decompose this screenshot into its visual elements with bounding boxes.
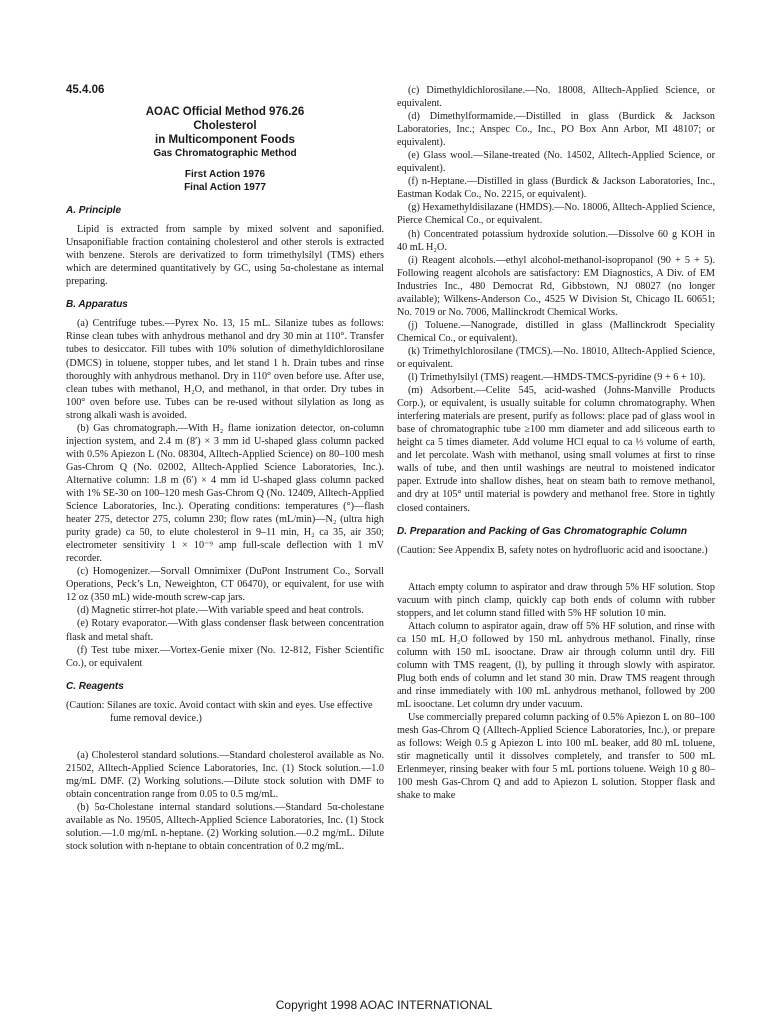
body-paragraph: (d) Magnetic stirrer-hot plate.—With variable speed and heat controls.: [77, 605, 364, 617]
body-paragraph: Use commercially prepared column packing of 0.5% Apiezon L on 80–100 mesh Gas-Chrom Q (Alltech-Applied Science Laboratories, Inc.), or prepare as follows: Weigh 0.5 g Apiezon L into 100 mL beaker, add 80 mL toluene, stir magnetically until it dissolves completely, and transfer to 500 mL Erlenmeyer, rinsing beaker with four 5 mL portions toluene. Weigh 10 g 80–100 mesh Gas-Chrom Q and add to Apiezon L solution. Stopper flask and shake to make: [397, 712, 715, 802]
body-paragraph: (m) Adsorbent.—Celite 545, acid-washed (Johns-Manville Products Corp.), or equivalent, is usually suitable for column chromatography. When interfering materials are present, purify as follows: place pad of glass wool in base of chromatographic tube ≥100 mm diameter and add siliceous earth to height ca 5 times diameter. Add volume HCl equal to ca ⅓ volume of earth, and let percolate. Wash with methanol, using small volumes at first to rinse walls of tube, and then until washings are neutral to moistened indicator paper. Extrude into shallow dishes, heat on steam bath to remove methanol, and dry at 105° until material is powdery and methanol free. Store in tightly closed containers.: [397, 385, 715, 514]
body-paragraph: (j) Toluene.—Nanograde, distilled in glass (Mallinckrodt Speciality Chemical Co., or equivalent).: [397, 319, 715, 344]
spacer: [66, 737, 384, 749]
left-column-body: [66, 204, 384, 853]
body-paragraph: (i) Reagent alcohols.—ethyl alcohol-methanol-isopropanol (90 + 5 + 5). Following reagent alcohols are satisfactory: EM Diagnostics, A Div. of EM Industries Inc., 480 Democrat Rd, Gibbstown, NJ 08027 (no longer available); Wilkens-Anderson Co., 4525 W Division St, Chicago IL 60651; No. 7019 or No. 7006, Mallinckrodt Chemical Works.: [397, 254, 715, 318]
body-paragraph: (c) Dimethyldichlorosilane.—No. 18008, Alltech-Applied Science, or equivalent.: [397, 85, 715, 110]
section-number: 45.4.06: [66, 84, 105, 96]
spacer: [397, 569, 715, 581]
body-paragraph: (c) Homogenizer.—Sorvall Omnimixer (DuPont Instrument Co., Sorvall Operations, Peck’s Ln, Neweighton, CT 06470), or equivalent, for use with 12 oz (350 mL) wide-mouth screw-cap jars.: [66, 566, 384, 604]
caution-note: (Caution: Silanes are toxic. Avoid contact with skin and eyes. Use effective fume removal device.): [66, 699, 373, 724]
body-paragraph: Attach empty column to aspirator and draw through 5% HF solution. Stop vacuum with pinch clamp, quickly cap both ends of column with rubber stoppers, and let column stand filled with 5% HF solution 10 min.: [397, 581, 715, 619]
body-paragraph: (e) Glass wool.—Silane-treated (No. 14502, Alltech-Applied Science, or equivalent).: [397, 150, 715, 175]
body-paragraph: (f) n-Heptane.—Distilled in glass (Burdick & Jackson Laboratories, Inc., Eastman Kodak Co., No. 2215, or equivalent).: [397, 176, 715, 201]
right-column-body: [397, 84, 715, 802]
body-paragraph: (a) Centrifuge tubes.—Pyrex No. 13, 15 mL. Silanize tubes as follows: Rinse clean tubes with anhydrous methanol and dry 30 min at 110°. Transfer tubes to desiccator. Fill tubes with 10% solution of dimethyldichlorosilane (DMCS) in toluene, stopper tubes, and let stand 1 h. Drain tubes and rinse thoroughly with anhydrous methanol. Dry in 110° oven before use. After use, clean tubes with methanol, H₂O, and methanol, in that order. Dry tubes in 100° oven before use. Tubes can be re-used without silylation as long as strong alkali wash is avoided.: [66, 318, 384, 421]
section-heading: A. Principle: [66, 205, 122, 217]
body-paragraph: (k) Trimethylchlorosilane (TMCS).—No. 18010, Alltech-Applied Science, or equivalent.: [397, 345, 715, 370]
section-heading: C. Reagents: [66, 680, 124, 692]
matrix-title: in Multicomponent Foods: [155, 134, 295, 147]
left-column: [66, 84, 384, 853]
first-action: First Action 1976: [184, 169, 266, 181]
body-paragraph: (f) Test tube mixer.—Vortex-Genie mixer (No. 12-812, Fisher Scientific Co.), or equivalent: [66, 644, 384, 669]
body-paragraph: (a) Cholesterol standard solutions.—Standard cholesterol available as No. 21502, Alltech-Applied Science Laboratories, Inc. (1) Stock solution.—1.0 mg/mL DMF. (2) Working solutions.—Dilute stock solution with DMF to obtain concentration range from 0.05 to 0.5 mg/mL.: [66, 749, 384, 800]
section-heading: B. Apparatus: [66, 299, 128, 311]
body-paragraph: (d) Dimethylformamide.—Distilled in glass (Burdick & Jackson Laboratories, Inc.; Anspec Co., Inc., PO Box Ann Arbor, MI 48107; or equivalent).: [397, 111, 715, 149]
body-paragraph: (e) Rotary evaporator.—With glass condenser flask between concentration flask and metal shaft.: [66, 618, 384, 643]
caution-note: (Caution: See Appendix B, safety notes on hydrofluoric acid and isooctane.): [397, 544, 708, 556]
analyte-title: Cholesterol: [193, 120, 257, 133]
copyright-footer: Copyright 1998 AOAC INTERNATIONAL: [275, 998, 493, 1012]
body-paragraph: Lipid is extracted from sample by mixed solvent and saponified. Unsaponifiable fraction containing cholesterol and other sterols is extracted with benzene. Sterols are derivatized to form trimethylsilyl (TMS) ethers which are determined quantitatively by GC, using 5α-cholestane as internal preparing.: [66, 224, 384, 288]
technique-subtitle: Gas Chromatographic Method: [153, 148, 297, 160]
final-action: Final Action 1977: [184, 182, 266, 194]
body-paragraph: (g) Hexamethyldisilazane (HMDS).—No. 18006, Alltech-Applied Science, Pierce Chemical Co., or equivalent.: [397, 202, 715, 227]
body-paragraph: Attach column to aspirator again, draw off 5% HF solution, and rinse with ca 150 mL H₂O followed by 150 mL anhydrous methanol. Finally, rinse column with 150 mL isooctane. Draw air through column until dry. Fill column with TMS reagent, (l), by pulling it through slowly with aspirator. Plug both ends of column and let stand 30 min. Draw TMS reagent through and rinse immediately with 100 mL anhydrous methanol, followed by 200 mL isooctane. Let column dry under vacuum.: [397, 620, 715, 711]
method-title: AOAC Official Method 976.26: [145, 106, 305, 119]
body-paragraph: (h) Concentrated potassium hydroxide solution.—Dissolve 60 g KOH in 40 mL H₂O.: [397, 228, 715, 253]
section-heading: D. Preparation and Packing of Gas Chromatographic Column: [397, 525, 688, 537]
body-paragraph: (b) Gas chromatograph.—With H₂ flame ionization detector, on-column injection system, and 2.4 m (8′) × 3 mm id U-shaped glass column packed with 0.5% Apiezon L (No. 08304, Alltech-Applied Science) on 80–100 mesh Gas-Chrom Q (No. 02002, Alltech-Applied Science Laboratories, Inc.). Alternative column: 1.8 m (6′) × 4 mm id U-shaped glass column packed with 1% SE-30 on 100–120 mesh Gas-Chrom Q (No. 12409, Alltech-Applied Science Laboratories, Inc.). Operating conditions: temperatures (°)—flash heater 275, detector 275, column 230; flow rates (mL/min)—N₂ (ultra high purity grade) ca 50, to elute cholesterol in 9–11 min, H₂ ca 35, air 350; electrometer sensitivity 1 × 10⁻⁹ amp full-scale deflection with 1 mV recorder.: [66, 422, 384, 565]
body-paragraph: (b) 5α-Cholestane internal standard solutions.—Standard 5α-cholestane available as No. 19505, Alltech-Applied Science Laboratories, Inc. (1) Stock solution.—1.0 mg/mL n-heptane. (2) Working solution.—0.2 mg/mL. Dilute stock solution with n-heptane to obtain concentration of 0.2 mg/mL.: [66, 801, 384, 853]
body-paragraph: (l) Trimethylsilyl (TMS) reagent.—HMDS-TMCS-pyridine (9 + 6 + 10).: [408, 372, 706, 384]
right-column: [397, 84, 715, 802]
